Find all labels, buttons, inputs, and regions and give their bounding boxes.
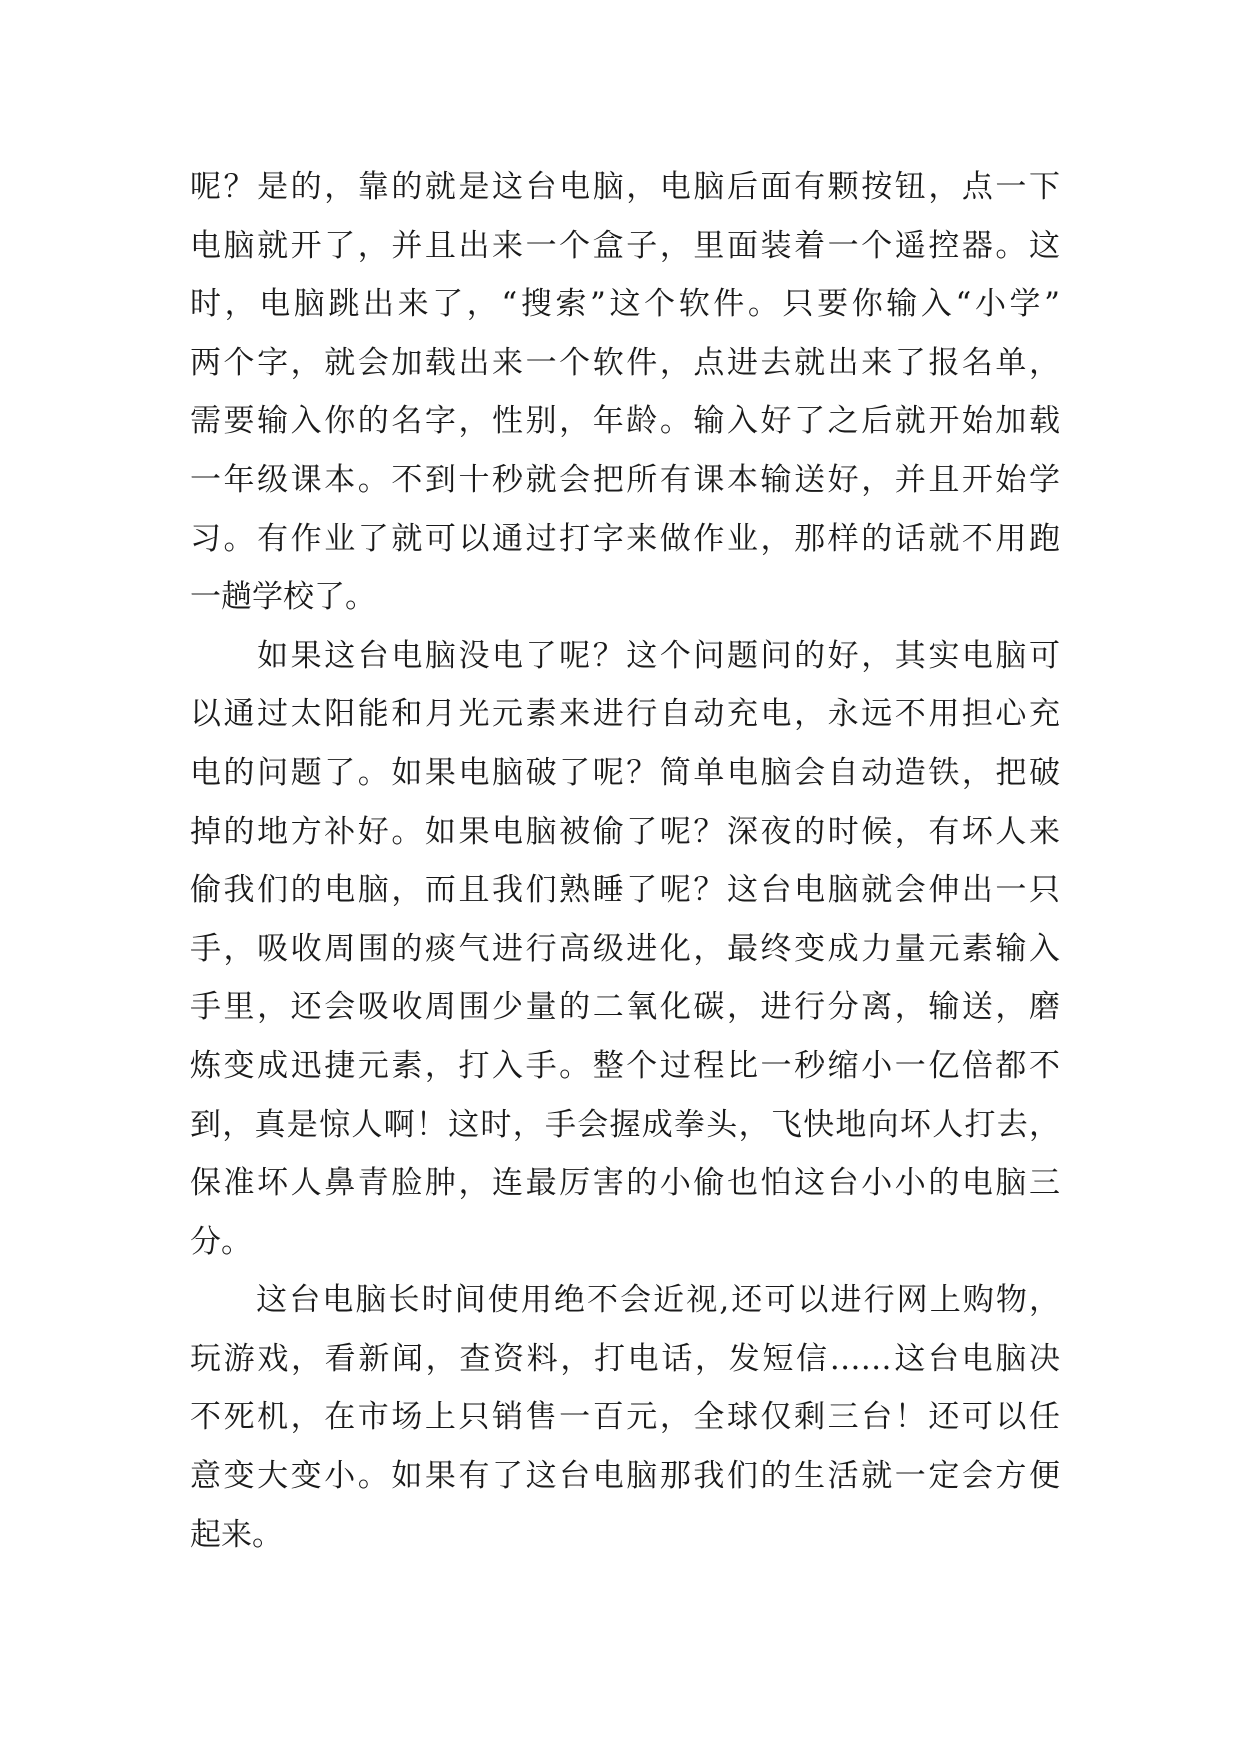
text-line: 炼变成迅捷元素，打入手。整个过程比一秒缩小一亿倍都不 <box>190 1047 1060 1084</box>
text-line: 到，真是惊人啊！这时，手会握成拳头，飞快地向坏人打去， <box>190 1106 1060 1143</box>
text-line: 分。 <box>190 1223 252 1260</box>
text-line: 如果这台电脑没电了呢？这个问题问的好，其实电脑可 <box>190 637 1060 674</box>
text-line: 一趟学校了。 <box>190 579 376 616</box>
text-line: 不死机，在市场上只销售一百元，全球仅剩三台！还可以任 <box>190 1399 1060 1436</box>
text-line: 掉的地方补好。如果电脑被偷了呢？深夜的时候，有坏人来 <box>190 813 1060 850</box>
text-line: 以通过太阳能和月光元素来进行自动充电，永远不用担心充 <box>190 696 1060 733</box>
text-line: 玩游戏，看新闻，查资料，打电话，发短信……这台电脑决 <box>190 1340 1060 1377</box>
text-line: 这台电脑长时间使用绝不会近视,还可以进行网上购物， <box>190 1282 1060 1319</box>
text-line: 电脑就开了，并且出来一个盒子，里面装着一个遥控器。这 <box>190 227 1060 264</box>
text-line: 保准坏人鼻青脸肿，连最厉害的小偷也怕这台小小的电脑三 <box>190 1165 1060 1202</box>
text-line: 需要输入你的名字，性别，年龄。输入好了之后就开始加载 <box>190 403 1060 440</box>
text-line: 电的问题了。如果电脑破了呢？简单电脑会自动造铁，把破 <box>190 754 1060 791</box>
text-line: 意变大变小。如果有了这台电脑那我们的生活就一定会方便 <box>190 1458 1060 1495</box>
text-line: 一年级课本。不到十秒就会把所有课本输送好，并且开始学 <box>190 461 1060 498</box>
text-line: 两个字，就会加载出来一个软件，点进去就出来了报名单， <box>190 344 1060 381</box>
text-line: 手，吸收周围的痰气进行高级进化，最终变成力量元素输入 <box>190 930 1060 967</box>
text-line: 时，电脑跳出来了，“搜索”这个软件。只要你输入“小学” <box>190 286 1060 323</box>
text-line: 手里，还会吸收周围少量的二氧化碳，进行分离，输送，磨 <box>190 989 1060 1026</box>
text-line: 习。有作业了就可以通过打字来做作业，那样的话就不用跑 <box>190 520 1060 557</box>
document-body <box>190 158 1060 1564</box>
text-line: 偷我们的电脑，而且我们熟睡了呢？这台电脑就会伸出一只 <box>190 872 1060 909</box>
text-line: 起来。 <box>190 1516 283 1553</box>
text-line: 呢？是的，靠的就是这台电脑，电脑后面有颗按钮，点一下 <box>190 169 1060 205</box>
